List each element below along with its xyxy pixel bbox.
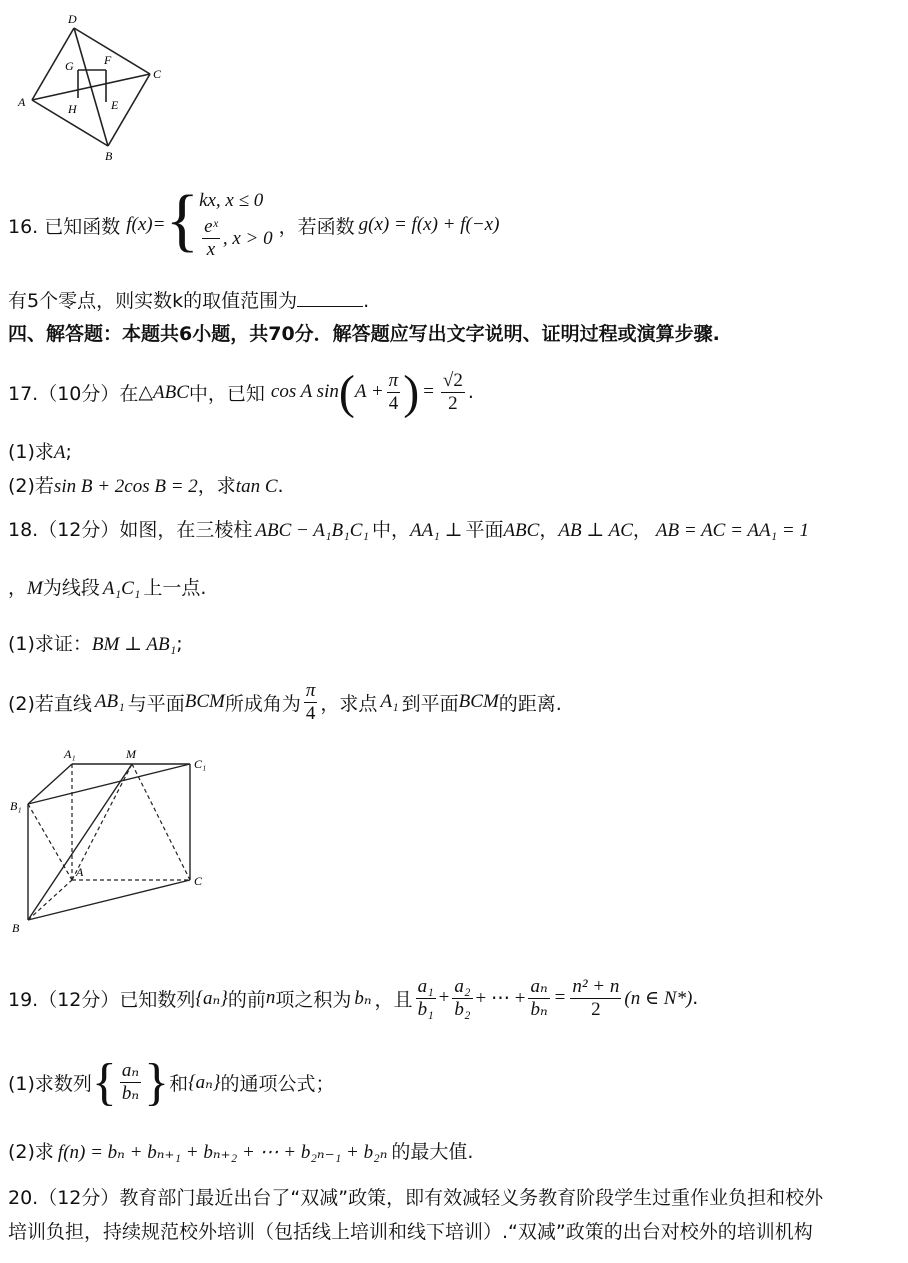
fig2-label-b: B [12, 921, 20, 935]
fig2-label-m: M [126, 747, 136, 761]
q16-fx: f(x)= [126, 214, 166, 235]
q16-line2-text: 有5个零点，则实数k的取值范围为 [8, 290, 298, 312]
q16-gx: g(x) = f(x) + f(−x) [358, 214, 500, 235]
q19-eq: = [554, 987, 566, 1008]
q18-p2-pi: π [305, 679, 316, 701]
q16-case2-frac [202, 216, 220, 261]
q18-p1-math: BM ⊥ AB₁ [91, 634, 177, 655]
fig2-label-c1: C₁ [194, 757, 207, 771]
q16-case2-den: x [206, 238, 216, 260]
fig2-b-c [28, 880, 190, 920]
q17-pi-frac [387, 370, 401, 415]
q18-t4: ， [632, 519, 652, 541]
q18-l2-seg: A₁C₁ [102, 578, 141, 599]
q18-p1-end: ; [176, 633, 183, 655]
q19-f1d: b₁ [417, 998, 434, 1020]
q19-p1-den: bₙ [121, 1082, 140, 1104]
q19-t3: ，且 [374, 988, 413, 1011]
q19-prefix: 19.（12分）已知数列 [8, 988, 196, 1011]
q16-case2-cond: , x > 0 [222, 227, 273, 249]
q19-f2n: a₂ [454, 975, 471, 997]
q19-an: {aₙ} [195, 987, 228, 1009]
q19-f1n: a₁ [417, 975, 434, 997]
q18-line1 [8, 518, 809, 543]
q16-end: . [363, 290, 370, 312]
q17-p2-text: (2)若 [8, 475, 54, 497]
q17-lparen: ( [338, 365, 355, 419]
q17-p2-end: . [277, 475, 284, 497]
q19-cond: (n ∈ N*) [624, 987, 693, 1009]
q17-eq: = [423, 381, 434, 402]
q16-prefix: 16. 已知函数 [8, 215, 121, 238]
q18-l2-m: M [27, 578, 43, 599]
q18-abc: ABC [503, 520, 540, 541]
q16-case1: kx, x ≤ 0 [199, 189, 264, 211]
q19-t1: 的前 [227, 988, 266, 1011]
q19-p1-lbrace: { [91, 1053, 117, 1111]
fig1-label-a: A [18, 95, 26, 109]
fig2-label-b1: B₁ [10, 799, 22, 813]
q18-p2-frac [304, 680, 318, 725]
q19-p2-b: 的最大值. [391, 1141, 474, 1163]
q18-p2-bcm: BCM [184, 691, 225, 712]
q20-line2: 培训负担，持续规范校外培训（包括线上培训和线下培训）.“双减”政策的出台对校外的培训机构 [8, 1221, 813, 1243]
q17-p1-text: (1)求 [8, 441, 54, 463]
fig1-label-b: B [105, 149, 113, 162]
section-4-heading: 四、解答题：本题共6小题，共70分．解答题应写出文字说明、证明过程或演算步骤. [8, 323, 720, 345]
q18-p2-c: 所成角为 [224, 692, 301, 715]
q18-prism: ABC − A₁B₁C₁ [255, 520, 369, 541]
figure-quadrilateral [8, 6, 168, 162]
q19-fracn [528, 976, 549, 1021]
fig2-b-m [28, 764, 132, 920]
q19-p1-c: 的通项公式； [220, 1072, 335, 1095]
q19-plus1: + [438, 987, 450, 1008]
q18-l2-a: ， [8, 577, 28, 599]
q19-end: . [692, 987, 699, 1009]
q19-part2 [8, 1140, 473, 1165]
q17-sqrt2: √2 [442, 369, 463, 391]
fig2-label-c: C [194, 874, 203, 888]
q16-line1 [8, 180, 499, 270]
q17-end: . [467, 381, 474, 403]
q18-aa1: AA₁ ⊥ [410, 520, 463, 541]
q17-expr-a: cos A sin [270, 381, 339, 402]
q19-rhs [570, 976, 621, 1021]
q17-p2-text2: ，求 [197, 475, 236, 497]
q19-rn: n² + n [572, 975, 620, 997]
q19-f2d: b₂ [454, 998, 471, 1020]
q17-p1-math: A [53, 442, 66, 463]
fig2-b1-a [28, 804, 72, 880]
fig2-m-c [132, 764, 190, 880]
q19-p1-b: 和 [169, 1072, 189, 1095]
q19-p2-a: (2)求 [8, 1141, 54, 1163]
q19-rd: 2 [591, 998, 601, 1020]
q18-part2 [8, 676, 562, 728]
fig2-label-a: A [76, 865, 84, 879]
q19-p1-an: {aₙ} [188, 1071, 221, 1093]
q18-t2: 平面 [465, 519, 504, 541]
fig1-label-f: F [104, 53, 112, 67]
q18-p2-a1: A₁ [380, 691, 399, 712]
q19-p1-a: (1)求数列 [8, 1072, 92, 1095]
q17-line1 [8, 364, 474, 420]
q17-p2-math2: tan C [235, 476, 278, 497]
fig2-a-m [72, 764, 132, 880]
q18-line2 [8, 576, 206, 601]
fig1-label-c: C [153, 67, 162, 81]
q18-eq: AB = AC = AA₁ = 1 [655, 520, 809, 541]
fig1-label-g: G [65, 59, 74, 73]
q18-p2-m: AB₁ [94, 691, 125, 712]
q18-p2-f: 的距离. [498, 692, 562, 715]
q18-t1: 中， [371, 519, 410, 541]
fig1-label-e: E [111, 98, 119, 112]
q18-p1-text: (1)求证： [8, 633, 92, 655]
q19-fnn: aₙ [530, 975, 548, 997]
q16-brace: { [165, 182, 200, 259]
q18-part1 [8, 632, 183, 657]
q18-p2-b: 与平面 [127, 692, 185, 715]
q19-dots: + ⋯ + [475, 987, 526, 1009]
q18-p2-bcm2: BCM [458, 691, 499, 712]
q20-line1: 20.（12分）教育部门最近出台了“双减”政策，即有效减轻义务教育阶段学生过重作业负担和校外 [8, 1187, 824, 1209]
q18-p2-e: 到平面 [401, 692, 459, 715]
q17-mid: 中，已知 [188, 382, 265, 405]
fig1-label-d: D [68, 12, 77, 26]
q19-bn: bₙ [354, 987, 372, 1009]
q18-prefix: 18.（12分）如图，在三棱柱 [8, 519, 253, 541]
q19-p1-num: aₙ [121, 1059, 140, 1081]
q16-line2 [8, 288, 369, 313]
q19-frac2 [452, 976, 472, 1021]
q18-l2-c: 上一点. [143, 577, 207, 599]
q17-rparen: ) [403, 365, 420, 419]
q16-case2 [199, 216, 273, 261]
q19-p2-math: f(n) = bₙ + bₙ₊₁ + bₙ₊₂ + ⋯ + b₂ₙ₋₁ + b₂ₙ [57, 1142, 388, 1163]
fig2-label-a1: A₁ [64, 747, 76, 761]
q16-middle: ，若函数 [278, 215, 355, 238]
q17-expr-b: A + [354, 381, 384, 402]
q18-l2-b: 为线段 [42, 577, 100, 599]
q18-perp: AB ⊥ AC [558, 520, 633, 541]
q17-two: 2 [448, 392, 458, 414]
q19-t2: 项之积为 [275, 988, 352, 1011]
q18-p2-a: (2)若直线 [8, 692, 92, 715]
q19-p1-frac [120, 1060, 141, 1105]
q19-n: n [265, 987, 276, 1008]
q17-rhs-frac [441, 370, 465, 415]
q17-four: 4 [388, 392, 399, 414]
q17-p1-end: ; [65, 441, 72, 463]
q19-frac1 [416, 976, 436, 1021]
fig1-label-h: H [68, 102, 77, 116]
q18-t3: ， [539, 519, 559, 541]
q16-cases [199, 190, 273, 261]
q17-tri: △ABC [138, 381, 189, 403]
q19-fnd: bₙ [530, 998, 548, 1020]
q19-line1 [8, 968, 698, 1028]
q17-pi: π [388, 369, 399, 391]
q17-p2-math: sin B + 2cos B = 2 [53, 476, 198, 497]
q17-part2 [8, 474, 284, 499]
figure-prism [8, 740, 218, 940]
q16-answer-blank[interactable] [297, 288, 363, 307]
q16-case2-num: eˣ [204, 215, 218, 237]
q17-prefix: 17.（10分）在 [8, 382, 139, 405]
q17-part1 [8, 440, 72, 465]
q18-p2-d: ，求点 [320, 692, 378, 715]
q18-p2-four: 4 [305, 702, 316, 724]
q19-part1 [8, 1052, 335, 1112]
q19-p1-rbrace: } [144, 1053, 170, 1111]
